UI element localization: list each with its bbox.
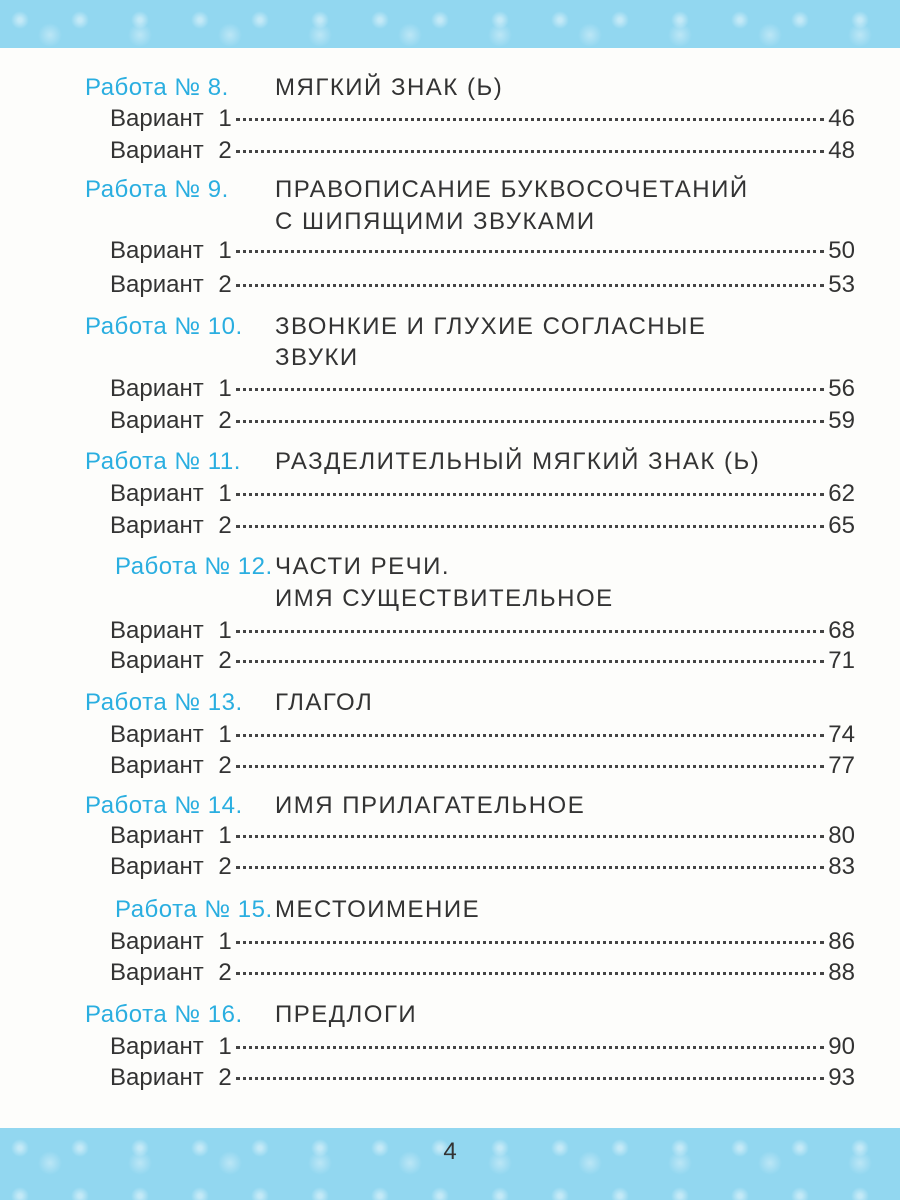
variant-page-number: 62 <box>828 480 855 507</box>
toc-entry-heading <box>0 688 900 718</box>
variant-page-number: 93 <box>828 1064 855 1091</box>
toc-variant-row <box>0 479 900 509</box>
variant-page-number: 46 <box>828 105 855 132</box>
toc-entry-heading <box>0 584 900 614</box>
variant-line <box>110 104 855 134</box>
toc-variant-row <box>0 751 900 781</box>
variant-page-number: 74 <box>828 721 855 748</box>
variant-name: Вариант 2 <box>110 512 232 539</box>
page-number: 4 <box>443 1138 457 1165</box>
variant-name: Вариант 1 <box>110 237 232 264</box>
dot-leader <box>236 1077 825 1080</box>
variant-name: Вариант 1 <box>110 1033 232 1060</box>
toc-variant-row <box>0 852 900 882</box>
variant-page-number: 90 <box>828 1033 855 1060</box>
work-number-label: Работа № 10. <box>85 313 243 340</box>
variant-name: Вариант 2 <box>110 959 232 986</box>
toc-variant-row <box>0 406 900 436</box>
variant-name: Вариант 2 <box>110 853 232 880</box>
dot-leader <box>236 493 825 496</box>
toc-variant-row <box>0 616 900 646</box>
dot-leader <box>236 525 825 528</box>
section-title: ЗВУКИ <box>275 344 359 371</box>
toc-variant-row <box>0 136 900 166</box>
variant-line <box>110 616 855 646</box>
dot-leader <box>236 420 825 423</box>
toc-variant-row <box>0 821 900 851</box>
toc-variant-row <box>0 374 900 404</box>
variant-name: Вариант 2 <box>110 647 232 674</box>
dot-leader <box>236 118 825 121</box>
toc-variant-row <box>0 720 900 750</box>
toc-entry-heading <box>0 175 900 205</box>
section-title: МЯГКИЙ ЗНАК (Ь) <box>275 74 504 101</box>
variant-name: Вариант 1 <box>110 928 232 955</box>
variant-line <box>110 1032 855 1062</box>
section-title: ИМЯ ПРИЛАГАТЕЛЬНОЕ <box>275 792 586 819</box>
variant-name: Вариант 1 <box>110 105 232 132</box>
work-number-label: Работа № 15. <box>115 896 273 923</box>
dot-leader <box>236 765 825 768</box>
toc-variant-row <box>0 236 900 266</box>
work-number-label: Работа № 12. <box>115 553 273 580</box>
section-title: МЕСТОИМЕНИЕ <box>275 896 481 923</box>
dot-leader <box>236 734 825 737</box>
toc-entry-heading <box>0 207 900 237</box>
variant-line <box>110 511 855 541</box>
decorative-header-band <box>0 0 900 48</box>
variant-page-number: 83 <box>828 853 855 880</box>
variant-name: Вариант 2 <box>110 137 232 164</box>
work-number-label: Работа № 8. <box>85 74 229 101</box>
toc-variant-row <box>0 270 900 300</box>
variant-line <box>110 751 855 781</box>
work-number-label: Работа № 16. <box>85 1001 243 1028</box>
variant-page-number: 65 <box>828 512 855 539</box>
toc-entry-heading <box>0 791 900 821</box>
work-number-label: Работа № 9. <box>85 176 229 203</box>
section-title: ГЛАГОЛ <box>275 689 374 716</box>
toc-variant-row <box>0 104 900 134</box>
section-title: ПРАВОПИСАНИЕ БУКВОСОЧЕТАНИЙ <box>275 176 749 203</box>
variant-line <box>110 927 855 957</box>
variant-name: Вариант 2 <box>110 271 232 298</box>
variant-line <box>110 136 855 166</box>
variant-name: Вариант 1 <box>110 480 232 507</box>
variant-name: Вариант 2 <box>110 752 232 779</box>
work-number-label: Работа № 14. <box>85 792 243 819</box>
variant-line <box>110 852 855 882</box>
toc-entry-heading <box>0 895 900 925</box>
toc-entry-heading <box>0 1000 900 1030</box>
toc-entry-heading <box>0 552 900 582</box>
variant-line <box>110 236 855 266</box>
dot-leader <box>236 250 825 253</box>
variant-line <box>110 479 855 509</box>
dot-leader <box>236 972 825 975</box>
variant-page-number: 59 <box>828 407 855 434</box>
dot-leader <box>236 284 825 287</box>
section-title: ИМЯ СУЩЕСТВИТЕЛЬНОЕ <box>275 585 614 612</box>
variant-line <box>110 821 855 851</box>
work-number-label: Работа № 13. <box>85 689 243 716</box>
dot-leader <box>236 835 825 838</box>
dot-leader <box>236 660 825 663</box>
variant-page-number: 71 <box>828 647 855 674</box>
variant-page-number: 88 <box>828 959 855 986</box>
toc-variant-row <box>0 958 900 988</box>
toc-entry-heading <box>0 73 900 103</box>
toc-variant-row <box>0 1063 900 1093</box>
variant-page-number: 77 <box>828 752 855 779</box>
variant-line <box>110 1063 855 1093</box>
variant-name: Вариант 1 <box>110 822 232 849</box>
variant-line <box>110 958 855 988</box>
variant-page-number: 48 <box>828 137 855 164</box>
dot-leader <box>236 630 825 633</box>
variant-line <box>110 720 855 750</box>
variant-name: Вариант 2 <box>110 407 232 434</box>
variant-page-number: 86 <box>828 928 855 955</box>
variant-line <box>110 646 855 676</box>
toc-entry-heading <box>0 343 900 373</box>
toc-variant-row <box>0 1032 900 1062</box>
variant-line <box>110 374 855 404</box>
toc-variant-row <box>0 646 900 676</box>
section-title: РАЗДЕЛИТЕЛЬНЫЙ МЯГКИЙ ЗНАК (Ь) <box>275 448 761 475</box>
variant-name: Вариант 1 <box>110 617 232 644</box>
dot-leader <box>236 1046 825 1049</box>
variant-page-number: 56 <box>828 375 855 402</box>
variant-line <box>110 406 855 436</box>
toc-entry-heading <box>0 447 900 477</box>
variant-name: Вариант 1 <box>110 375 232 402</box>
variant-page-number: 53 <box>828 271 855 298</box>
toc-entry-heading <box>0 312 900 342</box>
dot-leader <box>236 866 825 869</box>
section-title: С ШИПЯЩИМИ ЗВУКАМИ <box>275 208 596 235</box>
variant-name: Вариант 2 <box>110 1064 232 1091</box>
section-title: ЗВОНКИЕ И ГЛУХИЕ СОГЛАСНЫЕ <box>275 313 707 340</box>
dot-leader <box>236 388 825 391</box>
toc-variant-row <box>0 511 900 541</box>
variant-line <box>110 270 855 300</box>
work-number-label: Работа № 11. <box>85 448 241 475</box>
variant-page-number: 80 <box>828 822 855 849</box>
section-title: ПРЕДЛОГИ <box>275 1001 418 1028</box>
variant-page-number: 50 <box>828 237 855 264</box>
section-title: ЧАСТИ РЕЧИ. <box>275 553 451 580</box>
dot-leader <box>236 150 825 153</box>
variant-page-number: 68 <box>828 617 855 644</box>
toc-variant-row <box>0 927 900 957</box>
variant-name: Вариант 1 <box>110 721 232 748</box>
dot-leader <box>236 941 825 944</box>
